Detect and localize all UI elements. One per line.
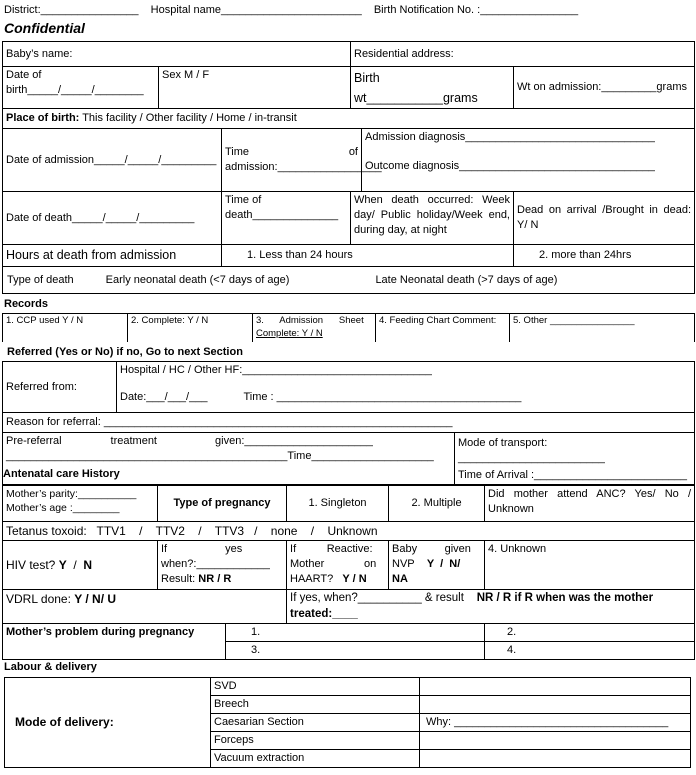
hours-option-1[interactable]: 1. Less than 24 hours xyxy=(222,245,514,267)
referral-title: Referred (Yes or No) if no, Go to next Section xyxy=(7,346,243,358)
admission-sheet-field[interactable] xyxy=(253,314,376,342)
vdrl-label: VDRL done: xyxy=(6,592,75,607)
admission-time-field[interactable] xyxy=(222,129,382,192)
vdrl-result: NR / R if R when was the mother treated:____ xyxy=(290,592,654,620)
vdrl-result-field[interactable] xyxy=(287,590,695,624)
residential-address-field[interactable]: Residential address: xyxy=(351,42,695,67)
baby-details-table xyxy=(2,41,695,294)
death-time-value: death______________ xyxy=(225,208,339,221)
problem-2-field[interactable]: 2. xyxy=(485,624,695,642)
referral-table xyxy=(2,361,695,485)
delivery-note-4[interactable] xyxy=(420,732,691,750)
admission-sheet-complete: Complete: Y / N xyxy=(256,327,323,339)
admission-time-label: Time xyxy=(225,146,250,159)
referred-from-options: Hospital / HC / Other HF:_______________________________ xyxy=(120,364,432,376)
singleton-option[interactable]: 1. Singleton xyxy=(287,486,389,522)
anc-field[interactable]: Did mother attend ANC? Yes/ No / Unknown xyxy=(485,486,695,522)
dob-field[interactable] xyxy=(3,67,159,109)
nvp-field[interactable] xyxy=(389,541,485,590)
birth-notification-field[interactable]: Birth Notification No. :________________ xyxy=(373,4,579,16)
parity-age-field[interactable] xyxy=(3,486,158,522)
mode-of-transport: Mode of transport: ________________________ xyxy=(458,437,605,464)
delivery-mode-svd[interactable]: SVD xyxy=(211,678,420,696)
place-of-birth-options: This facility / Other facility / Home / in-transit xyxy=(82,112,297,125)
admission-date-field[interactable]: Date of admission_____/_____/_________ xyxy=(3,129,222,192)
late-neonatal-option[interactable]: Late Neonatal death (>7 days of age) xyxy=(375,273,558,286)
problem-4-field[interactable]: 4. xyxy=(485,642,695,660)
referral-date[interactable]: Date:___/___/___ xyxy=(120,390,208,403)
birth-weight-value: wt___________grams xyxy=(354,90,478,105)
hospital-field[interactable]: Hospital name_______________________ xyxy=(150,4,362,16)
dob-value: birth_____/_____/________ xyxy=(6,83,144,96)
early-neonatal-option[interactable]: Early neonatal death (<7 days of age) xyxy=(105,273,290,286)
labour-table xyxy=(4,677,691,768)
dob-label: Date of xyxy=(6,69,42,81)
baby-given-label: Baby given xyxy=(392,543,471,556)
mother-problem-label: Mother’s problem during pregnancy xyxy=(3,624,226,660)
sex-field[interactable]: Sex M / F xyxy=(159,67,351,109)
hours-option-2[interactable]: 2. more than 24hrs xyxy=(514,245,695,267)
birth-weight-label: Birth xyxy=(354,71,380,85)
pre-referral-line-1: Pre-referral treatment given:_____________________ xyxy=(6,435,373,447)
labour-title: Labour & delivery xyxy=(4,661,97,673)
hiv-when-field[interactable] xyxy=(158,541,287,590)
records-complete-field[interactable]: 2. Complete: Y / N xyxy=(128,314,253,342)
referred-from-label: Referred from: xyxy=(3,362,117,413)
problem-3-field[interactable]: 3. xyxy=(226,642,485,660)
ccp-used-field[interactable]: 1. CCP used Y / N xyxy=(3,314,128,342)
multiple-option[interactable]: 2. Multiple xyxy=(389,486,485,522)
confidential-label: Confidential xyxy=(4,20,85,36)
death-time-field[interactable] xyxy=(222,192,351,245)
hiv-unknown-option[interactable]: 4. Unknown xyxy=(485,541,695,590)
mother-parity: Mother’s parity:__________ xyxy=(6,488,137,500)
hiv-yes: Y xyxy=(58,558,67,573)
hiv-separator: / xyxy=(66,558,84,573)
header-line xyxy=(4,4,578,16)
haart-yn: Y / N xyxy=(342,572,367,585)
vdrl-field[interactable] xyxy=(3,590,287,624)
caesarian-why-field[interactable]: Why: ___________________________________ xyxy=(420,714,691,732)
delivery-note-5[interactable] xyxy=(420,750,691,768)
hiv-result-label: Result: xyxy=(161,572,199,585)
nvp-na: NA xyxy=(392,572,408,585)
baby-name-field[interactable]: Baby’s name: xyxy=(3,42,351,67)
hiv-test-field[interactable] xyxy=(3,541,158,590)
pregnancy-type-label: Type of pregnancy xyxy=(158,486,287,522)
delivery-note-1[interactable] xyxy=(420,678,691,696)
reactive-label: If Reactive: xyxy=(290,543,373,556)
admission-diagnosis: Admission diagnosis_______________________________ xyxy=(365,131,655,143)
haart-field[interactable] xyxy=(287,541,389,590)
delivery-mode-caesarian[interactable]: Caesarian Section xyxy=(211,714,420,732)
antenatal-table xyxy=(2,485,695,660)
referred-from-field[interactable] xyxy=(117,362,695,413)
pre-referral-line-2: ______________________________________________Time____________________ xyxy=(6,449,434,462)
admission-sheet-label: 3. Admission Sheet xyxy=(256,315,364,326)
transport-field[interactable] xyxy=(455,433,695,485)
antenatal-title: Antenatal care History xyxy=(3,468,120,480)
death-occurred-field[interactable]: When death occurred: Week day/ Public holiday/Week end, during day, at night xyxy=(351,192,514,245)
admission-time-value: admission:_________________ xyxy=(225,161,382,173)
dead-on-arrival-field[interactable]: Dead on arrival /Brought in dead: Y/ N xyxy=(514,192,695,245)
hiv-result-options: NR / R xyxy=(198,572,232,585)
outcome-diagnosis: Outcome diagnosis________________________________ xyxy=(365,159,655,172)
delivery-mode-vacuum[interactable]: Vacuum extraction xyxy=(211,750,420,768)
hiv-when-label: If yes xyxy=(161,543,243,556)
admission-time-of: of xyxy=(348,146,358,159)
type-of-death-row[interactable] xyxy=(3,267,695,294)
hiv-test-label: HIV test? xyxy=(6,558,59,573)
time-of-arrival: Time of Arrival :_________________________ xyxy=(458,468,687,481)
referral-reason-field[interactable]: Reason for referral: _________________________________________________________ xyxy=(3,413,695,433)
haart-label: HAART? xyxy=(290,572,334,585)
problem-1-field[interactable]: 1. xyxy=(226,624,485,642)
records-table xyxy=(2,313,695,342)
records-title: Records xyxy=(4,298,49,310)
weight-on-admission-field[interactable]: Wt on admission:_________grams xyxy=(514,67,695,109)
type-of-death-label: Type of death xyxy=(7,273,74,286)
nvp-label: NVP xyxy=(392,558,415,571)
hours-at-death-label: Hours at death from admission xyxy=(3,245,222,267)
district-field[interactable]: District:________________ xyxy=(4,4,139,16)
death-time-label: Time of xyxy=(225,194,262,206)
mother-on-label: Mother on xyxy=(290,558,377,571)
vdrl-when: If yes, when?__________ & result xyxy=(290,592,464,605)
place-of-birth-label: Place of birth: xyxy=(6,112,80,125)
nvp-yn: Y / N/ xyxy=(426,558,461,571)
delivery-mode-breech[interactable]: Breech xyxy=(211,696,420,714)
mother-age: Mother’s age :________ xyxy=(6,502,120,515)
vdrl-options: Y / N/ U xyxy=(74,592,117,607)
feeding-chart-field[interactable]: 4. Feeding Chart Comment: xyxy=(376,314,510,342)
referral-time[interactable]: Time : ________________________________________ xyxy=(243,390,522,403)
delivery-note-2[interactable] xyxy=(420,696,691,714)
mode-of-delivery-label: Mode of delivery: xyxy=(5,678,211,768)
birth-weight-field[interactable] xyxy=(351,67,514,109)
records-other-field[interactable]: 5. Other ________________ xyxy=(510,314,695,342)
delivery-mode-forceps[interactable]: Forceps xyxy=(211,732,420,750)
death-date-field[interactable]: Date of death_____/_____/_________ xyxy=(3,192,222,245)
hiv-no: N xyxy=(83,558,93,573)
diagnosis-field[interactable] xyxy=(362,129,695,192)
place-of-birth-row[interactable] xyxy=(3,109,695,129)
hiv-when-value: when?:____________ xyxy=(161,558,270,571)
tetanus-field[interactable]: Tetanus toxoid: TTV1 / TTV2 / TTV3 / none / Unknown xyxy=(3,522,695,541)
